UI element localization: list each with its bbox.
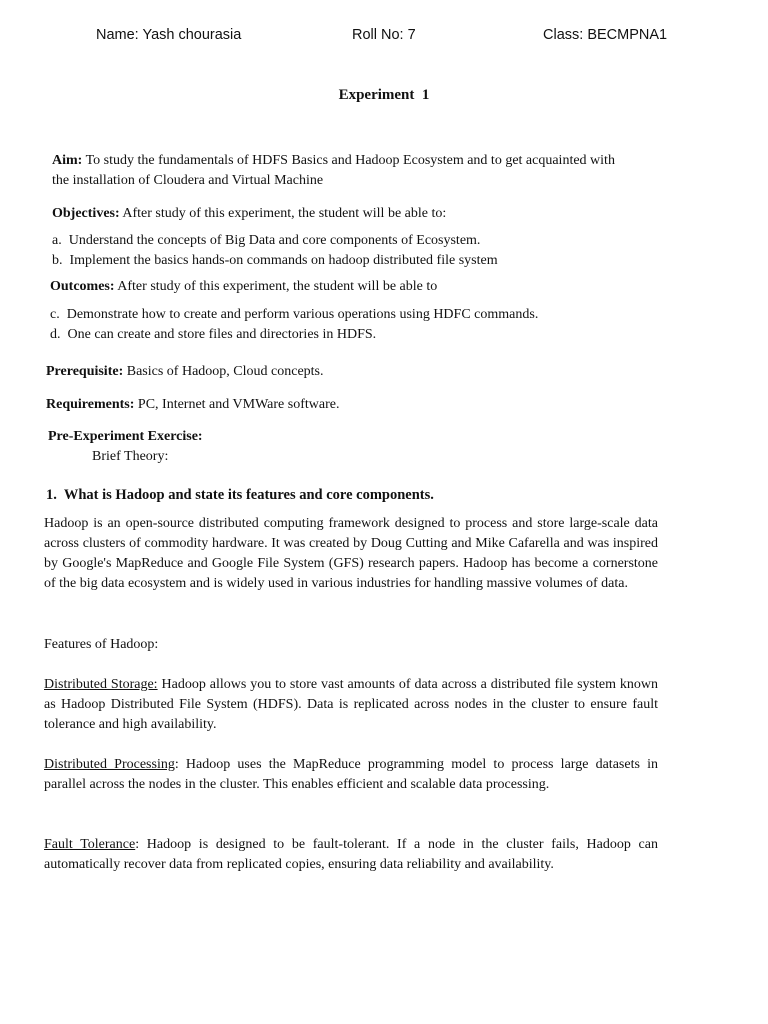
feature-distributed-processing [44, 755, 658, 795]
student-name: Name: Yash chourasia [96, 27, 242, 43]
outcome-item-c: c. Demonstrate how to create and perform various operations using HDFC commands. [50, 307, 539, 322]
aim-text-2: the installation of Cloudera and Virtual Machine [52, 173, 324, 188]
brief-theory-label: Brief Theory: [92, 449, 169, 464]
outcomes-line [50, 277, 437, 297]
feature-text-fault-tolerance: : Hadoop is designed to be fault-tolerant. If a node in the cluster fails, Hadoop can automatically recover data from replicated copies, ensuring data reliability and availability. [44, 837, 658, 872]
objectives-text: After study of this experiment, the student will be able to: [119, 206, 447, 221]
requirements-text: PC, Internet and VMWare software. [134, 397, 340, 412]
objectives-line [52, 204, 446, 224]
outcomes-label: Outcomes: [50, 279, 115, 294]
feature-text-distributed-processing: : Hadoop uses the MapReduce programming model to process large datasets in parallel across the nodes in the cluster. This enables efficient and scalable data processing. [44, 757, 658, 792]
objective-item-b: b. Implement the basics hands-on commands on hadoop distributed file system [52, 253, 498, 268]
prerequisite-label: Prerequisite: [46, 364, 124, 379]
class-name: Class: BECMPNA1 [543, 27, 668, 43]
aim-label: Aim: [52, 153, 83, 168]
feature-text-distributed-storage: Hadoop allows you to store vast amounts of data across a distributed file system known as Hadoop Distributed File System (HDFS). Data is replicated across nodes in the cluster to ensure fault tolerance and high availability. [44, 677, 658, 732]
outcome-item-d: d. One can create and store files and directories in HDFS. [50, 327, 377, 342]
aim-line-1 [52, 151, 615, 171]
requirements-line [46, 395, 339, 415]
prerequisite-line [46, 362, 324, 382]
feature-term-fault-tolerance: Fault Tolerance [44, 837, 136, 852]
aim-text-1: To study the fundamentals of HDFS Basics and Hadoop Ecosystem and to get acquainted with [82, 153, 615, 168]
requirements-label: Requirements: [46, 397, 135, 412]
features-heading: Features of Hadoop: [44, 637, 159, 652]
outcomes-text: After study of this experiment, the student will be able to [114, 279, 438, 294]
pre-experiment-label: Pre-Experiment Exercise: [48, 429, 203, 444]
feature-distributed-storage [44, 675, 658, 735]
experiment-title: Experiment 1 [338, 87, 430, 103]
objectives-label: Objectives: [52, 206, 120, 221]
feature-fault-tolerance [44, 835, 658, 875]
feature-term-distributed-storage: Distributed Storage: [44, 677, 158, 692]
roll-number: Roll No: 7 [352, 27, 416, 43]
objective-item-a: a. Understand the concepts of Big Data and core components of Ecosystem. [52, 233, 481, 248]
prerequisite-text: Basics of Hadoop, Cloud concepts. [123, 364, 324, 379]
hadoop-intro-paragraph: Hadoop is an open-source distributed computing framework designed to process and store large-scale data across clusters of commodity hardware. It was created by Doug Cutting and Mike Cafarella and was inspired by Google's MapReduce and Google File System (GFS) research papers. Hadoop has become a cornerstone of the big data ecosystem and is widely used in various industries for handling massive volumes of data. [44, 516, 658, 591]
question-1-heading: 1. What is Hadoop and state its features and core components. [46, 487, 434, 503]
feature-term-distributed-processing: Distributed Processing [44, 757, 175, 772]
